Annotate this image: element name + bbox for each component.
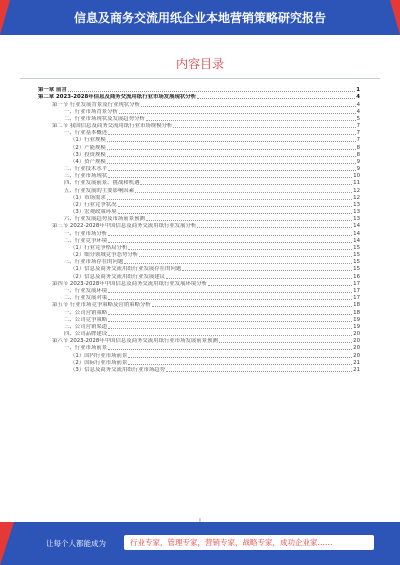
toc-entry-title: 第六节 2023-2028年中国信息及商务交流用纸行业市场发展前景预测 <box>52 338 218 345</box>
toc-entry-page: 19 <box>353 316 360 323</box>
toc-dot-leader <box>141 106 356 107</box>
toc-entry-page: 7 <box>356 137 360 144</box>
toc-entry-page: 17 <box>353 280 360 287</box>
toc-entry-title: （3）宏观政策环境 <box>70 209 117 216</box>
toc-entry-page: 8 <box>356 144 360 151</box>
toc-entry-title: 二、行业市场现状及发展趋势分析 <box>64 115 145 122</box>
toc-entry-title: 一、行业发展环境 <box>64 287 108 294</box>
toc-entry-title: （1）行业竞争格局分析 <box>70 244 128 251</box>
toc-entry[interactable] <box>38 123 360 130</box>
toc-entry[interactable] <box>38 187 360 194</box>
toc-entry-page: 5 <box>356 115 360 122</box>
toc-dot-leader <box>107 199 352 200</box>
toc-entry[interactable] <box>38 94 360 101</box>
toc-entry-title: （1）市场需求 <box>70 194 106 201</box>
toc-entry-page: 16 <box>353 273 360 280</box>
toc-entry-title: 一、公司营销策略 <box>64 309 108 316</box>
toc-dot-leader <box>182 270 352 271</box>
toc-entry-title: （3）投资规模 <box>70 151 106 158</box>
toc-entry-title: 一、行业市场分析 <box>64 230 108 237</box>
toc-entry[interactable] <box>38 367 360 374</box>
toc-entry-title: 第五节 行业市场竞争策略及营销策略分析 <box>52 302 151 309</box>
toc-entry[interactable] <box>38 252 360 259</box>
toc-entry[interactable] <box>38 360 360 367</box>
toc-entry-page: 13 <box>353 209 360 216</box>
toc-dot-leader <box>107 156 356 157</box>
toc-entry-page: 4 <box>356 94 360 101</box>
toc-entry[interactable] <box>38 159 360 166</box>
toc-dot-leader <box>208 285 352 286</box>
header-banner <box>0 0 400 35</box>
toc-entry-page: 18 <box>353 302 360 309</box>
toc-entry[interactable] <box>38 338 360 345</box>
toc-entry[interactable] <box>38 223 360 230</box>
toc-entry-page: 7 <box>356 123 360 130</box>
toc-entry[interactable] <box>38 302 360 309</box>
toc-entry-page: 19 <box>353 323 360 330</box>
toc-entry-title: 第三节 2022-2028年中国信息及商务交流用纸行业发展分析 <box>52 223 197 230</box>
toc-dot-leader <box>166 371 352 372</box>
toc-entry-page: 7 <box>356 130 360 137</box>
toc-entry[interactable] <box>38 295 360 302</box>
footer-roles-text: 行业专家，管理专家，营销专家，战略专家，成功企业家…… <box>124 535 374 550</box>
toc-entry-page: 9 <box>356 166 360 173</box>
toc-entry[interactable] <box>38 317 360 324</box>
toc-entry[interactable] <box>38 209 360 216</box>
footer-left-decoration <box>0 522 14 565</box>
toc-entry[interactable] <box>38 309 360 316</box>
toc-dot-leader <box>107 141 356 142</box>
toc-entry[interactable] <box>38 130 360 137</box>
toc-dot-leader <box>140 184 352 185</box>
toc-entry-title: 三、公司营销渠道 <box>64 323 108 330</box>
toc-dot-leader <box>108 242 352 243</box>
toc-entry-title: 第四节 2023-2028年中国信息及商务交流用纸行业发展环境分析 <box>52 280 208 287</box>
toc-entry[interactable] <box>38 137 360 144</box>
toc-dot-leader <box>173 127 355 128</box>
toc-dot-leader <box>108 235 352 236</box>
toc-entry[interactable] <box>38 259 360 266</box>
toc-entry[interactable] <box>38 195 360 202</box>
toc-entry-title: （2）国际行业市场前景 <box>70 359 128 366</box>
toc-entry-title: （1）国内行业市场前景 <box>70 352 128 359</box>
toc-entry[interactable] <box>38 331 360 338</box>
toc-entry[interactable] <box>38 180 360 187</box>
toc-entry-page: 20 <box>353 331 360 338</box>
toc-entry-page: 8 <box>356 151 360 158</box>
toc-entry[interactable] <box>38 266 360 273</box>
toc-entry[interactable] <box>38 238 360 245</box>
toc-dot-leader <box>166 278 352 279</box>
toc-entry-title: （2）行业竞争状况 <box>70 201 117 208</box>
toc-entry-title: 四、公司品牌建设 <box>64 331 108 338</box>
footer-banner <box>0 522 400 565</box>
toc-entry-page: 10 <box>353 173 360 180</box>
toc-dot-leader <box>108 177 352 178</box>
toc-dot-leader <box>108 299 352 300</box>
toc-entry-title: （3）信息及商务交流用纸行业市场趋势 <box>70 366 166 373</box>
toc-entry[interactable] <box>38 281 360 288</box>
toc-dot-leader <box>124 263 352 264</box>
toc-dot-leader <box>108 349 352 350</box>
toc-entry[interactable] <box>38 101 360 108</box>
toc-entry-page: 20 <box>353 338 360 345</box>
toc-entry-title: 六、行业发展趋势及市场前景预测 <box>64 216 145 223</box>
toc-entry-title: 一、行业市场前景 <box>64 345 108 352</box>
toc-entry[interactable] <box>38 230 360 237</box>
toc-entry[interactable] <box>38 87 360 94</box>
toc-dot-leader <box>119 113 356 114</box>
toc-entry-page: 15 <box>353 252 360 259</box>
toc-entry[interactable] <box>38 245 360 252</box>
toc-entry-title: （2）信息及商务交流用纸行业发展建议 <box>70 273 166 280</box>
toc-entry-title: 二、行业竞争环境 <box>64 237 108 244</box>
toc-entry-title: 三、行业市场存在的问题 <box>64 259 124 266</box>
toc-entry[interactable] <box>38 273 360 280</box>
toc-entry-title: 第一章 前言 <box>38 87 67 94</box>
toc-entry-page: 17 <box>353 295 360 302</box>
toc-entry[interactable] <box>38 144 360 151</box>
toc-entry-page: 15 <box>353 259 360 266</box>
toc-entry[interactable] <box>38 173 360 180</box>
toc-entry-page: 14 <box>353 237 360 244</box>
toc-dot-leader <box>118 206 353 207</box>
toc-dot-leader <box>128 249 352 250</box>
toc-entry-page: 18 <box>353 309 360 316</box>
heading-divider <box>20 78 380 79</box>
toc-entry-page: 13 <box>353 201 360 208</box>
toc-entry-title: （1）行业规模 <box>70 137 106 144</box>
footer-lead-text: 让每个人都能成为 <box>46 539 106 548</box>
toc-entry-page: 15 <box>353 244 360 251</box>
toc-dot-leader <box>108 170 355 171</box>
toc-entry-page: 20 <box>353 352 360 359</box>
toc-dot-leader <box>108 314 352 315</box>
toc-dot-leader <box>107 163 356 164</box>
report-title: 信息及商务交流用纸企业本地营销策略研究报告 <box>73 11 326 25</box>
toc-dot-leader <box>108 335 352 336</box>
toc-entry[interactable] <box>38 352 360 359</box>
table-of-contents <box>38 87 360 513</box>
toc-entry-title: 第二章 2023-2028年信息及商务交流用纸行业市场发展现状分析 <box>38 94 197 101</box>
toc-dot-leader <box>219 342 352 343</box>
toc-entry-page: 12 <box>353 194 360 201</box>
toc-entry-page: 1 <box>356 87 360 94</box>
toc-dot-leader <box>128 357 352 358</box>
toc-dot-leader <box>108 134 355 135</box>
toc-entry[interactable] <box>38 202 360 209</box>
toc-entry-page: 11 <box>353 180 360 187</box>
toc-entry-title: （1）信息及商务交流用纸行业发展存在的问题 <box>70 266 182 273</box>
toc-heading: 内容目录 <box>175 57 224 71</box>
toc-entry-page: 21 <box>353 359 360 366</box>
toc-dot-leader <box>108 321 352 322</box>
toc-entry[interactable] <box>38 152 360 159</box>
toc-entry-page: 13 <box>353 216 360 223</box>
toc-entry-page: 9 <box>356 158 360 165</box>
toc-dot-leader <box>197 98 355 99</box>
toc-entry-page: 14 <box>353 230 360 237</box>
toc-dot-leader <box>128 364 352 365</box>
toc-entry[interactable] <box>38 345 360 352</box>
toc-entry-page: 4 <box>356 101 360 108</box>
toc-entry-title: 第一节 行业发展背景及行业现状分析 <box>52 101 140 108</box>
toc-dot-leader <box>118 213 353 214</box>
toc-entry-title: 二、行业技术水平 <box>64 166 108 173</box>
toc-entry[interactable] <box>38 324 360 331</box>
toc-dot-leader <box>108 328 352 329</box>
toc-dot-leader <box>146 120 356 121</box>
toc-entry-title: （2）产能规模 <box>70 144 106 151</box>
toc-dot-leader <box>135 192 352 193</box>
toc-entry[interactable] <box>38 288 360 295</box>
toc-entry-title: 三、行业市场现状 <box>64 173 108 180</box>
toc-dot-leader <box>108 292 352 293</box>
toc-entry-title: （2）细分领域竞争态势分析 <box>70 252 139 259</box>
toc-dot-leader <box>107 149 356 150</box>
toc-entry-title: 五、行业发展的主要影响因素 <box>64 187 135 194</box>
toc-entry-title: 第二节 我国信息及商务交流用纸行业市场规模分析 <box>52 123 173 130</box>
toc-dot-leader <box>197 227 352 228</box>
toc-entry-page: 17 <box>353 287 360 294</box>
toc-entry[interactable] <box>38 116 360 123</box>
toc-dot-leader <box>139 256 352 257</box>
toc-entry-title: 一、行业市场背景分析 <box>64 108 118 115</box>
toc-entry-title: 一、行业基本概述 <box>64 130 108 137</box>
toc-entry-title: 四、行业发展前景、挑战和机遇 <box>64 180 140 187</box>
toc-entry[interactable] <box>38 109 360 116</box>
toc-entry-title: 二、行业发展对策 <box>64 295 108 302</box>
toc-entry-page: 4 <box>356 108 360 115</box>
toc-entry-page: 21 <box>353 366 360 373</box>
toc-entry[interactable] <box>38 216 360 223</box>
toc-entry-page: 20 <box>353 345 360 352</box>
toc-entry-page: 12 <box>353 187 360 194</box>
toc-entry-page: 14 <box>353 223 360 230</box>
toc-entry-title: 二、公司竞争策略 <box>64 316 108 323</box>
toc-dot-leader <box>146 220 352 221</box>
page-number: I <box>199 518 201 524</box>
toc-entry[interactable] <box>38 166 360 173</box>
toc-entry-title: （4）资产规模 <box>70 158 106 165</box>
toc-entry-page: 15 <box>353 266 360 273</box>
toc-dot-leader <box>68 91 355 92</box>
toc-dot-leader <box>152 306 352 307</box>
